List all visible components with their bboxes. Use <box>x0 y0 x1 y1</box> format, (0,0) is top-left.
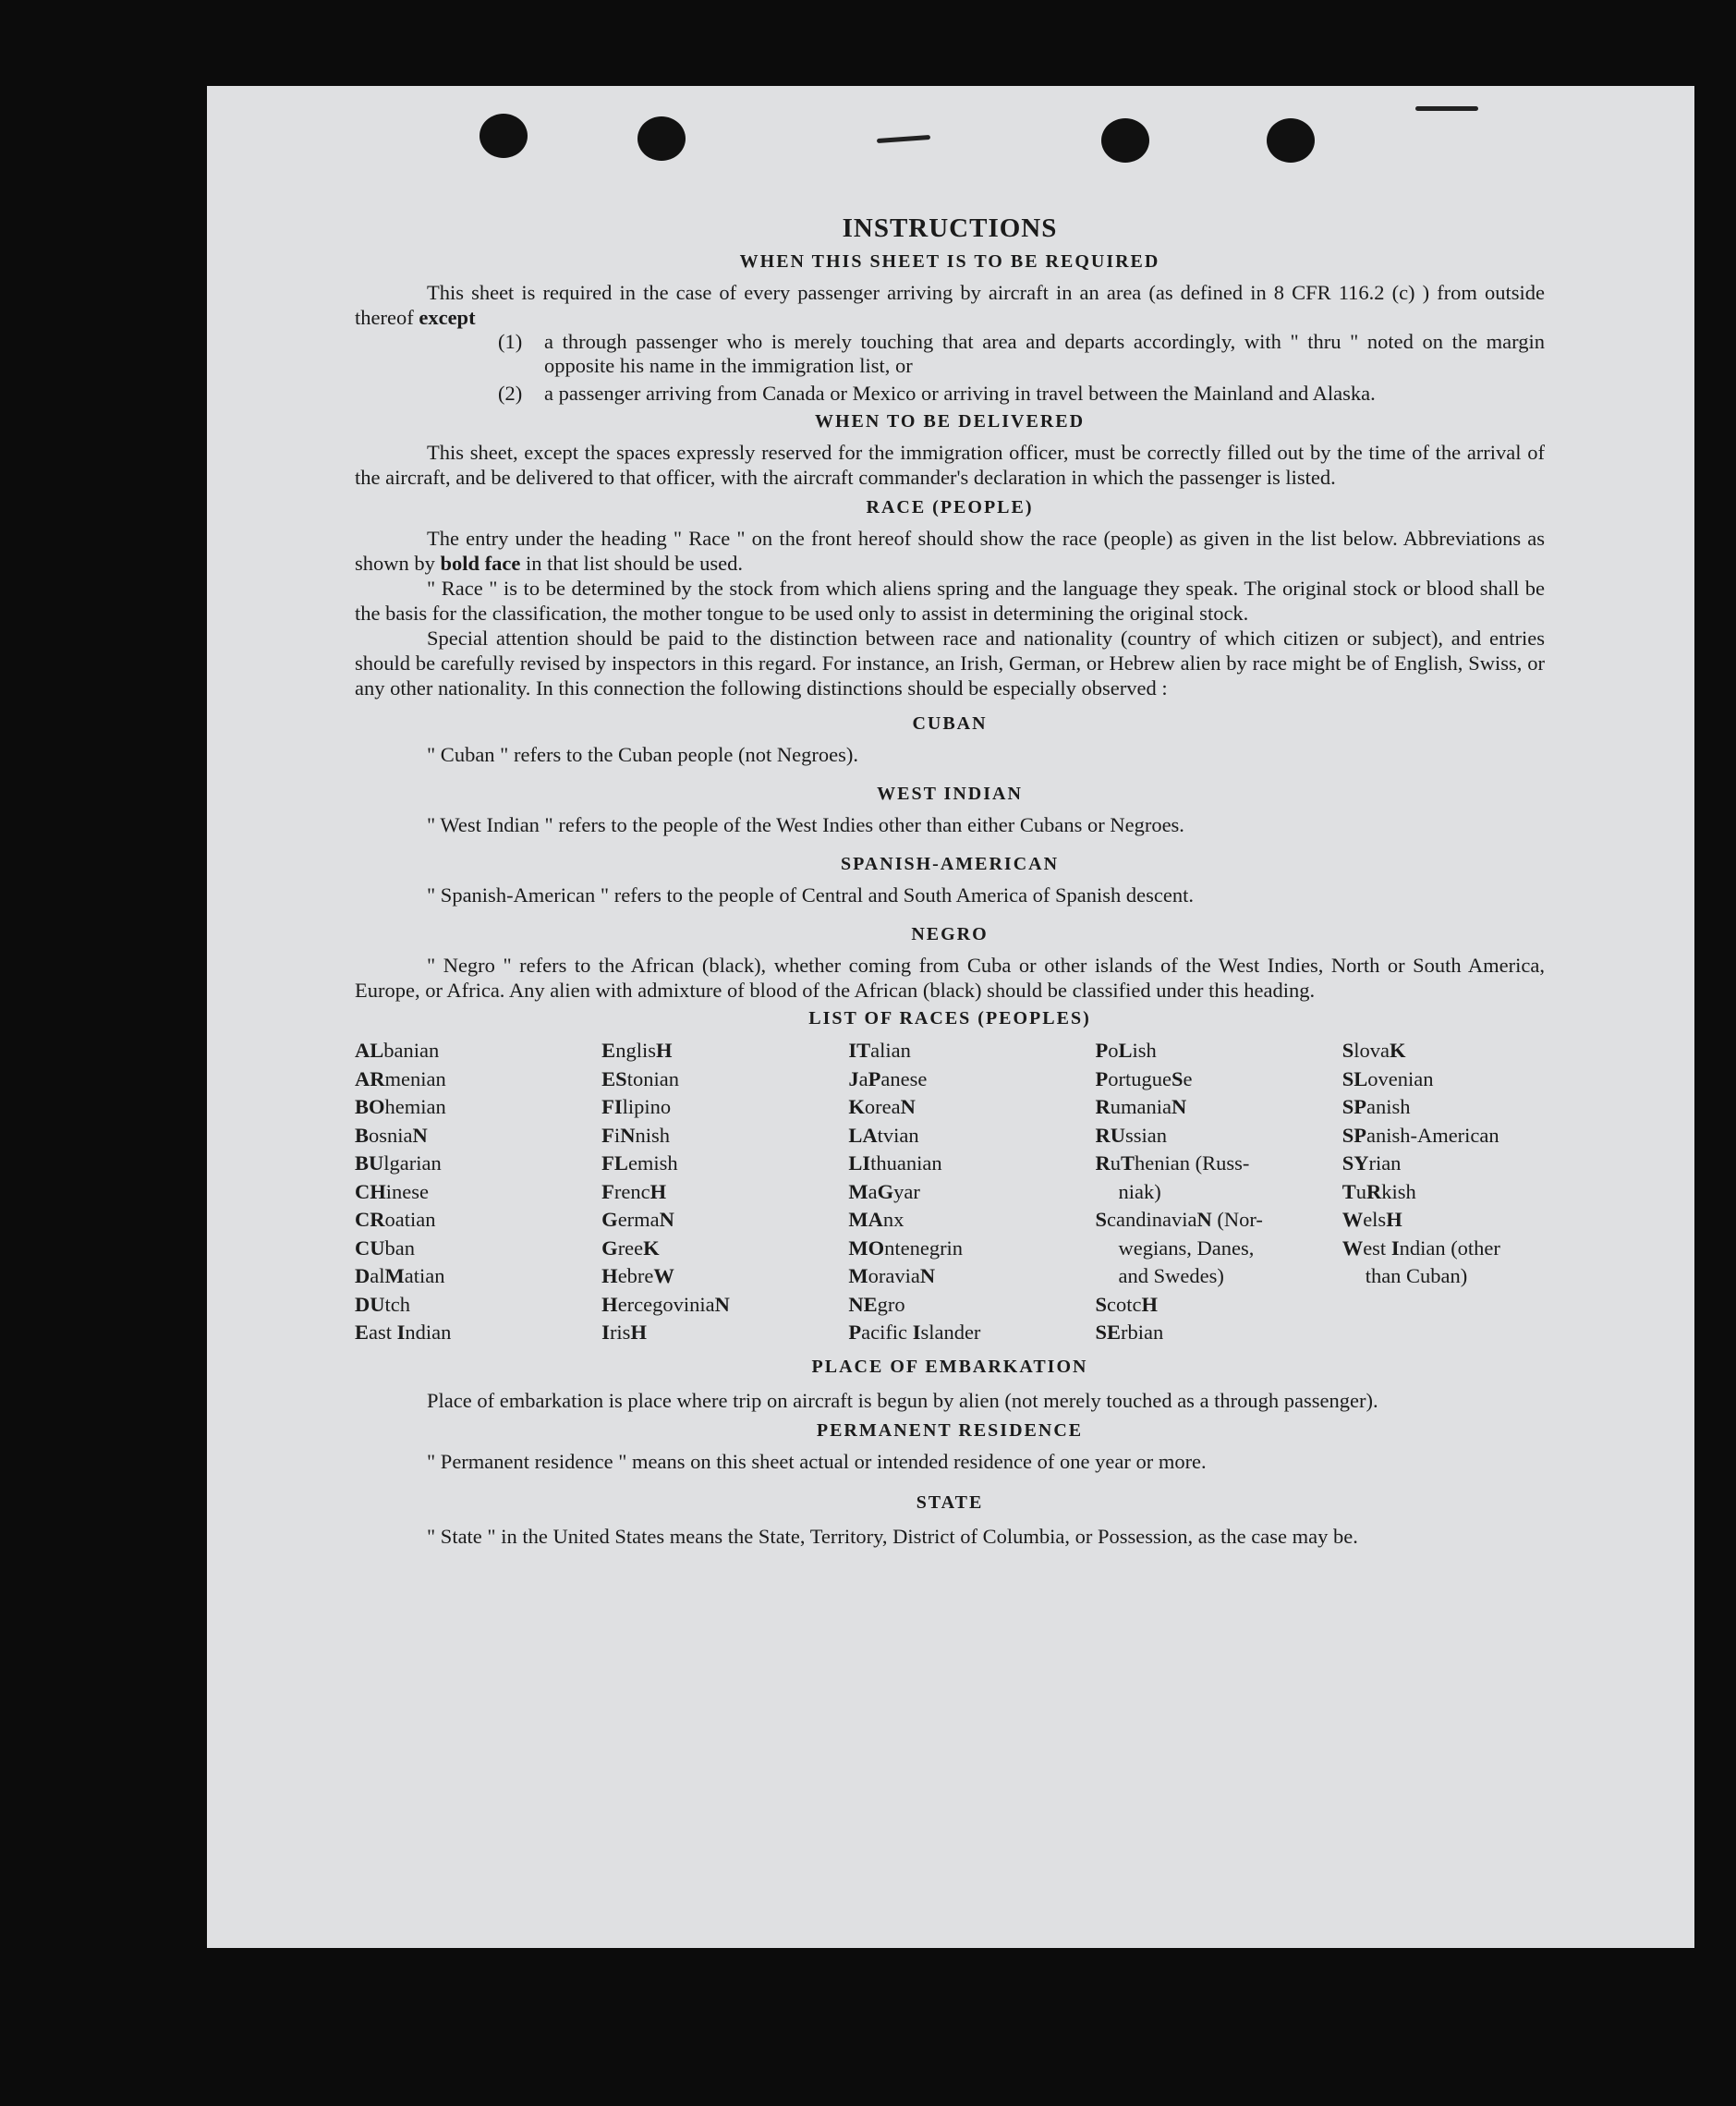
race-entry: ScandinaviaN (Nor- <box>1095 1208 1263 1231</box>
race-entry: FrencH <box>601 1179 667 1203</box>
heading-race: RACE (PEOPLE) <box>866 497 1034 517</box>
instructions-content <box>355 213 1545 1552</box>
race-column <box>355 1037 601 1347</box>
race-entry: BosniaN <box>355 1123 428 1147</box>
punch-hole <box>480 114 528 158</box>
punch-hole <box>1101 118 1149 163</box>
race-entry: ITalian <box>848 1039 911 1062</box>
heading-delivered: WHEN TO BE DELIVERED <box>814 411 1086 432</box>
document-sheet <box>207 86 1694 1948</box>
race-entry: Pacific Islander <box>848 1321 981 1344</box>
race-entry: DUtch <box>355 1292 410 1316</box>
race-column <box>1096 1037 1342 1347</box>
punch-hole <box>1267 118 1315 163</box>
race-column <box>1342 1037 1545 1347</box>
race-entry: NEgro <box>848 1292 905 1316</box>
race-entry: ScotcH <box>1095 1292 1159 1316</box>
race-entry: KoreaN <box>848 1095 916 1118</box>
race-entry: SPanish <box>1341 1095 1411 1118</box>
punch-hole <box>637 116 686 161</box>
race-entry: GermaN <box>601 1208 674 1231</box>
page-title: INSTRUCTIONS <box>842 213 1058 243</box>
race-column <box>848 1037 1095 1347</box>
embarkation-text: Place of embarkation is place where trip on aircraft is begun by alien (not merely touched as a through passenger). <box>427 1388 1378 1412</box>
heading-required: WHEN THIS SHEET IS TO BE REQUIRED <box>739 251 1160 272</box>
race-entry: ARmenian <box>355 1066 446 1090</box>
west-indian-text: " West Indian " refers to the people of the West Indies other than either Cubans or Negroes. <box>427 813 1184 836</box>
exception-item-1: (1) a through passenger who is merely touching that area and departs accordingly, with " thru " noted on the margin opposite his name in the immigration list, or <box>498 330 1545 377</box>
race-entry: RUssian <box>1095 1123 1168 1147</box>
race-entry: wegians, Danes, <box>1118 1236 1255 1260</box>
race-paragraph-3: Special attention should be paid to the distinction between race and nationality (country of which citizen or subject), and entries should be carefully revised by inspectors in this regard. For instance, an Irish, German, or Hebrew alien by race might be of English, Swiss, or any other nationality. In this connection the following distinctions should be especially observed : <box>355 627 1545 700</box>
race-entry: CUban <box>355 1236 415 1260</box>
race-entry: CHinese <box>355 1179 429 1203</box>
race-entry: SYrian <box>1341 1151 1402 1175</box>
negro-text: " Negro " refers to the African (black), whether coming from Cuba or other islands of the West Indies, North or South America, Europe, or Africa. Any alien with admixture of blood of the African (black) should be classified under this heading. <box>355 954 1545 1002</box>
race-entry: PortugueSe <box>1095 1066 1193 1090</box>
ink-mark <box>1415 106 1478 111</box>
race-entry: TuRkish <box>1341 1179 1416 1203</box>
race-entry: BUlgarian <box>355 1151 442 1175</box>
race-entry: SLovenian <box>1341 1066 1434 1090</box>
heading-west-indian: WEST INDIAN <box>877 784 1023 804</box>
race-entry: MAnx <box>848 1208 904 1231</box>
heading-state: STATE <box>916 1491 984 1513</box>
heading-embarkation: PLACE OF EMBARKATION <box>811 1356 1088 1377</box>
race-entry: PoLish <box>1095 1039 1157 1062</box>
race-entry: niak) <box>1118 1179 1161 1203</box>
state-text: " State " in the United States means the State, Territory, District of Columbia, or Possession, as the case may be. <box>427 1524 1358 1548</box>
race-entry: EnglisH <box>601 1039 673 1062</box>
heading-residence: PERMANENT RESIDENCE <box>816 1419 1084 1441</box>
race-entry: RuThenian (Russ- <box>1095 1151 1250 1175</box>
race-entry: West Indian (other <box>1341 1236 1500 1260</box>
race-entry: SPanish-American <box>1341 1123 1499 1147</box>
race-entry: ALbanian <box>355 1039 440 1062</box>
race-paragraph-1: The entry under the heading " Race " on the front hereof should show the race (people) as given in the list below. Abbreviations as shown by bold face in that list should be used. <box>355 527 1545 575</box>
race-entry: FLemish <box>601 1151 678 1175</box>
race-entry: LIthuanian <box>848 1151 942 1175</box>
race-entry: MOntenegrin <box>848 1236 964 1260</box>
race-entry: GreeK <box>601 1236 660 1260</box>
heading-list-of-races: LIST OF RACES (PEOPLES) <box>808 1008 1091 1029</box>
race-entry: and Swedes) <box>1118 1264 1224 1287</box>
race-paragraph-2: " Race " is to be determined by the stock from which aliens spring and the language they speak. The original stock or blood shall be the basis for the classification, the mother tongue to be used only to assist in determining the original stock. <box>355 577 1545 625</box>
race-entry: East Indian <box>355 1321 452 1344</box>
cuban-text: " Cuban " refers to the Cuban people (not Negroes). <box>427 743 858 766</box>
race-column <box>601 1037 848 1347</box>
race-entry: DalMatian <box>355 1264 445 1287</box>
required-intro: This sheet is required in the case of every passenger arriving by aircraft in an area (as defined in 8 CFR 116.2 (c) ) from outside thereof except <box>355 281 1545 329</box>
race-entry: CRoatian <box>355 1208 436 1231</box>
race-entry: FiNnish <box>601 1123 670 1147</box>
race-entry: than Cuban) <box>1365 1264 1468 1287</box>
race-entry: WelsH <box>1341 1208 1402 1231</box>
races-table <box>355 1037 1545 1347</box>
ink-mark <box>877 135 930 143</box>
race-entry: LAtvian <box>848 1123 919 1147</box>
race-entry: RumaniaN <box>1095 1095 1187 1118</box>
race-entry: IrisH <box>601 1321 647 1344</box>
heading-spanish-american: SPANISH-AMERICAN <box>840 854 1060 874</box>
race-entry: SlovaK <box>1341 1039 1406 1062</box>
heading-cuban: CUBAN <box>912 713 988 734</box>
race-entry: EStonian <box>601 1066 679 1090</box>
exception-item-2: (2) a passenger arriving from Canada or Mexico or arriving in travel between the Mainland and Alaska. <box>498 382 1376 405</box>
race-entry: MaGyar <box>848 1179 920 1203</box>
residence-text: " Permanent residence " means on this sheet actual or intended residence of one year or more. <box>427 1449 1207 1473</box>
race-entry: FIlipino <box>601 1095 672 1118</box>
race-entry: HebreW <box>601 1264 674 1287</box>
race-entry: SErbian <box>1095 1321 1164 1344</box>
race-entry: JaPanese <box>848 1066 928 1090</box>
race-entry: HercegoviniaN <box>601 1292 730 1316</box>
delivered-text: This sheet, except the spaces expressly reserved for the immigration officer, must be correctly filled out by the time of the arrival of the aircraft, and be delivered to that officer, with the aircraft commander's declaration in which the passenger is listed. <box>355 441 1545 489</box>
race-entry: BOhemian <box>355 1095 446 1118</box>
spanish-american-text: " Spanish-American " refers to the people of Central and South America of Spanish descent. <box>427 883 1195 907</box>
race-entry: MoraviaN <box>848 1264 936 1287</box>
heading-negro: NEGRO <box>911 924 989 944</box>
